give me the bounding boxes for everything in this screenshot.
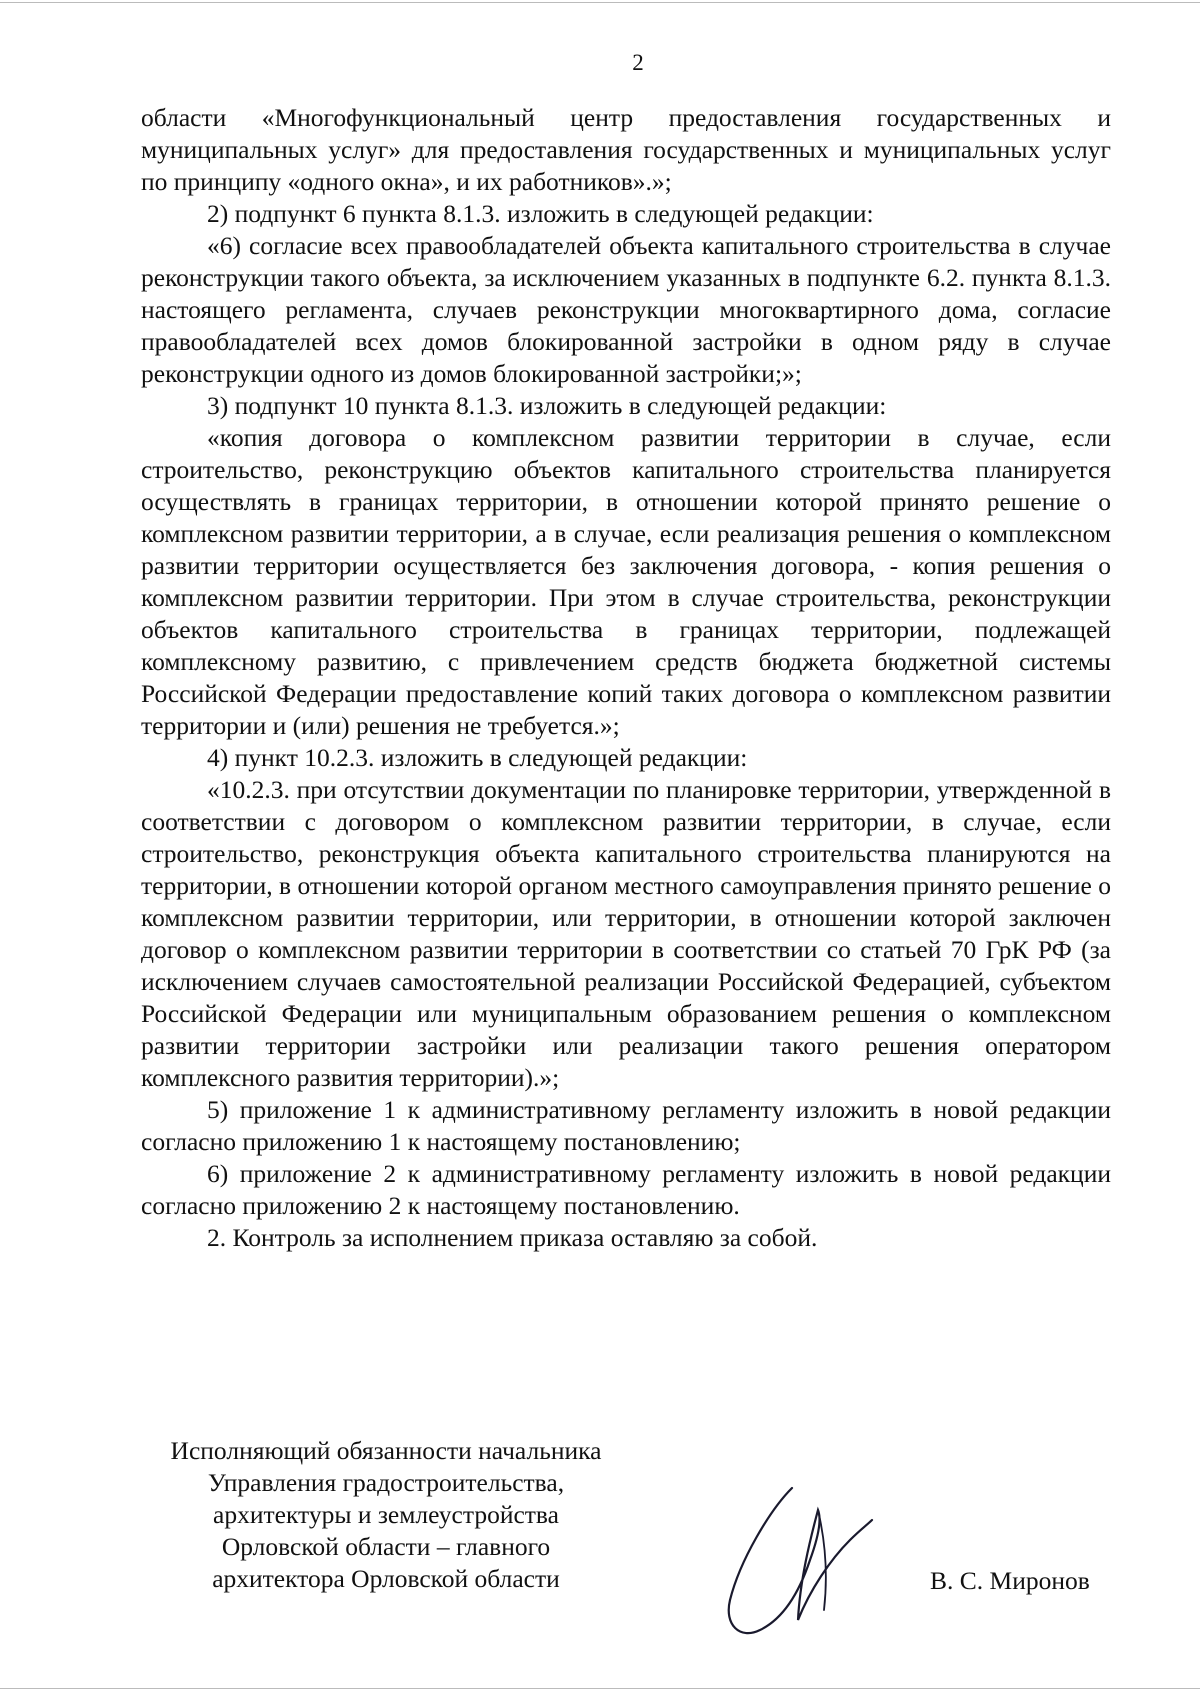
- signatory-title-line: Управления градостроительства,: [207, 1468, 565, 1497]
- signatory-title-block: [141, 1435, 631, 1595]
- body-paragraph: 5) приложение 1 к административному регламенту изложить в новой редакции согласно приложению 1 к настоящему постановлению;: [141, 1095, 1111, 1156]
- signatory-title-line: архитектора Орловской области: [212, 1564, 560, 1593]
- scan-edge-top: [0, 2, 1200, 3]
- body-paragraph: области «Многофункциональный центр предоставления государственных и муниципальных услуг» для предоставления государственных и муниципальных услуг по принципу «одного окна», и их работников».»;: [141, 103, 1111, 196]
- signatory-title-line: Орловской области – главного: [221, 1532, 551, 1561]
- body-paragraph: 2. Контроль за исполнением приказа оставляю за собой.: [207, 1223, 818, 1252]
- document-body: [141, 102, 1111, 1254]
- signatory-name: В. С. Миронов: [930, 1566, 1090, 1595]
- page-number: 2: [632, 50, 644, 75]
- scan-edge-bottom: [0, 1688, 1200, 1689]
- handwritten-signature: [700, 1480, 900, 1650]
- signatory-title-line: архитектуры и землеустройства: [213, 1500, 559, 1529]
- signatory-title-line: Исполняющий обязанности начальника: [170, 1436, 602, 1465]
- body-paragraph: 6) приложение 2 к административному регламенту изложить в новой редакции согласно приложению 2 к настоящему постановлению.: [141, 1159, 1111, 1220]
- body-paragraph: «6) согласие всех правообладателей объекта капитального строительства в случае реконструкции такого объекта, за исключением указанных в подпункте 6.2. пункта 8.1.3. настоящего регламента, случаев реконструкции многоквартирного дома, согласие правообладателей всех домов блокированной застройки в одном ряду в случае реконструкции одного из домов блокированной застройки;»;: [141, 231, 1111, 388]
- body-paragraph: 3) подпункт 10 пункта 8.1.3. изложить в следующей редакции:: [207, 391, 887, 420]
- body-paragraph: «10.2.3. при отсутствии документации по планировке территории, утвержденной в соответствии с договором о комплексном развитии территории, в случае, если строительство, реконструкция объекта капитального строительства планируются на территории, в отношении которой органом местного самоуправления принято решение о комплексном развитии территории, или территории, в отношении которой заключен договор о комплексном развитии территории в соответствии со статьей 70 ГрК РФ (за исключением случаев самостоятельной реализации Российской Федерацией, субъектом Российской Федерации или муниципальным образованием решения о комплексном развитии территории застройки или реализации такого решения оператором комплексного развития территории).»;: [141, 775, 1111, 1092]
- body-paragraph: 4) пункт 10.2.3. изложить в следующей редакции:: [207, 743, 748, 772]
- body-paragraph: «копия договора о комплексном развитии территории в случае, если строительство, реконструкцию объектов капитального строительства планируется осуществлять в границах территории, в отношении которой принято решение о комплексном развитии территории, а в случае, если реализация решения о комплексном развитии территории осуществляется без заключения договора, - копия решения о комплексном развитии территории. При этом в случае строительства, реконструкции объектов капитального строительства в границах территории, подлежащей комплексному развитию, с привлечением средств бюджета бюджетной системы Российской Федерации предоставление копий таких договора о комплексном развитии территории и (или) решения не требуется.»;: [141, 423, 1111, 740]
- body-paragraph: 2) подпункт 6 пункта 8.1.3. изложить в следующей редакции:: [207, 199, 874, 228]
